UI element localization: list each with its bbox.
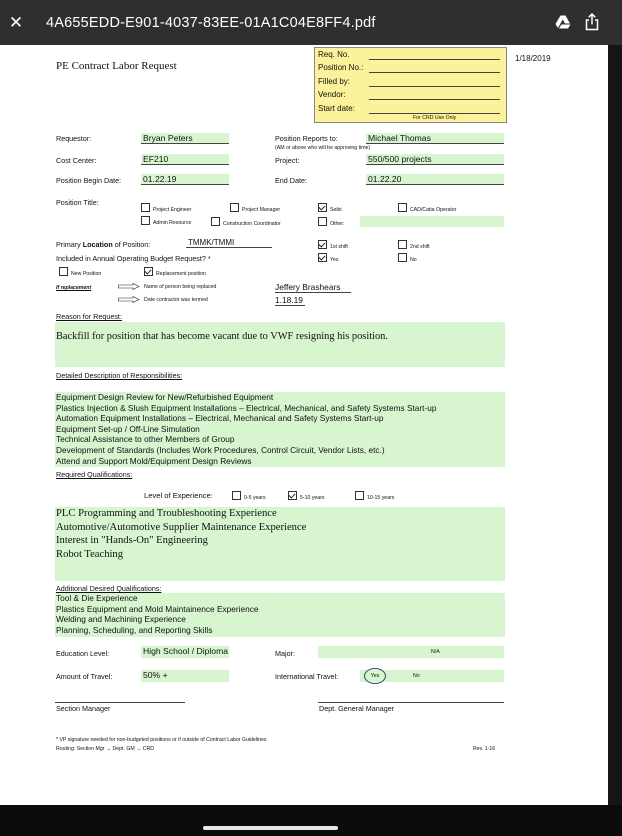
travel-field[interactable]: 50% + <box>141 670 229 682</box>
crd-use-box <box>314 47 507 123</box>
experience-10-15[interactable]: 10-15 years <box>355 491 394 501</box>
title-admin-resource[interactable]: Admin Resource <box>141 216 191 226</box>
reason-label: Reason for Request: <box>56 312 122 321</box>
arrow-icon <box>118 283 140 290</box>
checked-checkbox[interactable] <box>318 253 327 262</box>
additional-item: Planning, Scheduling, and Reporting Skills <box>56 624 213 635</box>
international-travel-yes[interactable]: Yes <box>364 668 386 684</box>
replaced-name-row: Name of person being replaced <box>118 283 216 290</box>
checkbox[interactable] <box>398 240 407 249</box>
location-label: Primary Location of Position: <box>56 240 151 249</box>
arrow-icon <box>118 296 140 303</box>
education-field[interactable]: High School / Diploma <box>143 646 229 656</box>
checked-checkbox[interactable] <box>288 491 297 500</box>
signature-line <box>55 702 185 703</box>
shift-1st[interactable]: 1st shift <box>318 240 348 250</box>
end-date-field[interactable]: 01.22.20 <box>366 174 504 185</box>
required-qualifications-field[interactable] <box>55 507 505 581</box>
responsibilities-field[interactable] <box>55 392 505 467</box>
filled-by-label: Filled by: <box>318 77 351 86</box>
experience-5-10[interactable]: 5-10 years <box>288 491 325 501</box>
form-date: 1/18/2019 <box>515 54 551 63</box>
travel-label: Amount of Travel: <box>56 672 113 681</box>
checkbox[interactable] <box>141 216 150 225</box>
shift-2nd[interactable]: 2nd shift <box>398 240 430 250</box>
reason-field[interactable] <box>55 322 505 367</box>
qualification-item: Interest in "Hands-On" Engineering <box>56 535 208 547</box>
location-field[interactable]: TMMK/TMMI <box>186 238 272 248</box>
budget-yes[interactable]: Yes <box>318 253 338 263</box>
project-label: Project: <box>275 156 300 165</box>
experience-0-5[interactable]: 0-5 years <box>232 491 266 501</box>
responsibility-item: Attend and Support Mold/Equipment Design Reviews <box>56 455 252 466</box>
responsibility-item: Development of Standards (Includes Work Procedures, Control Circuit, Vendor Lists, etc.) <box>56 444 385 455</box>
pdf-page <box>0 45 608 805</box>
new-position-option[interactable]: New Position <box>59 267 101 277</box>
begin-date-label: Position Begin Date: <box>56 176 122 185</box>
title-cad-operator[interactable]: CAD/Catia Operator <box>398 203 456 213</box>
qualification-item: Robot Teaching <box>56 548 124 560</box>
position-title-label: Position Title: <box>56 198 99 207</box>
signature-line <box>318 702 504 703</box>
crd-note: For CRD Use Only <box>413 115 457 121</box>
termed-date-row: Date contractor was termed <box>118 296 208 303</box>
revision: Rev. 1-16 <box>473 746 496 752</box>
budget-no[interactable]: No <box>398 253 417 263</box>
title-project-engineer[interactable]: Project Engineer <box>141 203 191 213</box>
begin-date-field[interactable]: 01.22.19 <box>141 174 229 185</box>
project-field[interactable]: 550/500 projects <box>366 154 504 165</box>
additional-qualifications-label: Additional Desired Qualifications: <box>56 584 162 593</box>
checkbox[interactable] <box>398 203 407 212</box>
checked-checkbox[interactable] <box>144 267 153 276</box>
checked-checkbox[interactable] <box>318 240 327 249</box>
section-manager-label: Section Manager <box>56 704 111 713</box>
form-title: PE Contract Labor Request <box>56 60 177 72</box>
reason-text: Backfill for position that has become vacant due to VWF resigning his position. <box>56 331 388 342</box>
share-icon[interactable] <box>582 12 602 32</box>
drive-icon[interactable] <box>553 12 573 32</box>
termed-date-field[interactable]: 1.18.19 <box>275 295 305 306</box>
checkbox[interactable] <box>398 253 407 262</box>
home-indicator[interactable] <box>203 826 338 830</box>
viewer-toolbar <box>0 0 622 45</box>
checkbox[interactable] <box>230 203 239 212</box>
checked-checkbox[interactable] <box>318 203 327 212</box>
reports-to-label: Position Reports to: <box>275 134 338 143</box>
international-travel-no[interactable]: No <box>413 673 420 679</box>
reports-to-note: (AM or above who will be approving time) <box>275 145 371 151</box>
start-date-label: Start date: <box>318 104 355 113</box>
additional-qualifications-field[interactable] <box>55 593 505 637</box>
if-replacement-label: If replacement <box>56 285 92 291</box>
additional-item: Tool & Die Experience <box>56 593 138 603</box>
req-no-label: Req. No. <box>318 50 350 59</box>
checkbox[interactable] <box>211 217 220 226</box>
checkbox[interactable] <box>232 491 241 500</box>
budget-question: Included in Annual Operating Budget Request? * <box>56 254 211 263</box>
title-construction-coordinator[interactable]: Construction Coordinator <box>211 217 281 227</box>
dept-gm-label: Dept. General Manager <box>319 704 395 713</box>
footnote: * VP signature needed for non-budgeted positions or if outside of Contract Labor Guidelines <box>56 737 267 743</box>
position-no-label: Position No.: <box>318 63 364 72</box>
qualification-item: Automotive/Automotive Supplier Maintenance Experience <box>56 521 307 533</box>
requestor-field[interactable]: Bryan Peters <box>141 133 229 144</box>
replacement-position-option[interactable]: Replacement position <box>144 267 206 277</box>
checkbox[interactable] <box>318 217 327 226</box>
description-label: Detailed Description of Responsibilities: <box>56 371 183 380</box>
responsibility-item: Technical Assistance to other Members of Group <box>56 434 235 445</box>
other-title-field[interactable] <box>360 216 504 227</box>
checkbox[interactable] <box>355 491 364 500</box>
additional-item: Welding and Machining Experience <box>56 614 186 625</box>
bottom-bar <box>0 805 622 836</box>
major-value: N/A <box>431 649 440 655</box>
routing: Routing: Section Mgr → Dept. GM → CRD <box>56 746 155 752</box>
major-label: Major: <box>275 649 295 658</box>
vendor-label: Vendor: <box>318 90 346 99</box>
responsibility-item: Equipment Set-up / Off-Line Simulation <box>56 423 200 434</box>
international-travel-label: International Travel: <box>275 672 339 681</box>
additional-item: Plastics Equipment and Mold Maintainence Experience <box>56 603 259 614</box>
checkbox[interactable] <box>59 267 68 276</box>
title-project-manager[interactable]: Project Manager <box>230 203 280 213</box>
responsibility-item: Equipment Design Review for New/Refurbished Equipment <box>56 392 274 402</box>
replaced-name-field[interactable]: Jeffery Brashears <box>275 282 351 293</box>
page-gutter <box>608 45 622 805</box>
required-qualifications-label: Required Qualifications: <box>56 470 133 479</box>
file-name: 4A655EDD-E901-4037-83EE-01A1C04E8FF4.pdf <box>46 15 376 31</box>
cost-center-label: Cost Center: <box>56 156 97 165</box>
end-date-label: End Date: <box>275 176 307 185</box>
qualification-item: PLC Programming and Troubleshooting Experience <box>56 508 277 519</box>
cost-center-field[interactable]: EF210 <box>141 154 229 165</box>
title-seibi[interactable]: Seibi <box>318 203 342 213</box>
education-label: Education Level: <box>56 649 110 658</box>
responsibility-item: Plastics Injection & Slush Equipment Installations – Electrical, Mechanical, and Safety Systems Start-up <box>56 402 437 413</box>
reports-to-field[interactable]: Michael Thomas <box>366 133 504 144</box>
close-button[interactable]: ✕ <box>8 13 24 32</box>
responsibility-item: Automation Equipment Installations – Electrical, Mechanical and Safety Systems Start-up <box>56 413 384 424</box>
experience-label: Level of Experience: <box>144 491 213 500</box>
requestor-label: Requestor: <box>56 134 92 143</box>
title-other[interactable]: Other: <box>318 217 344 227</box>
checkbox[interactable] <box>141 203 150 212</box>
major-field[interactable] <box>318 646 504 658</box>
